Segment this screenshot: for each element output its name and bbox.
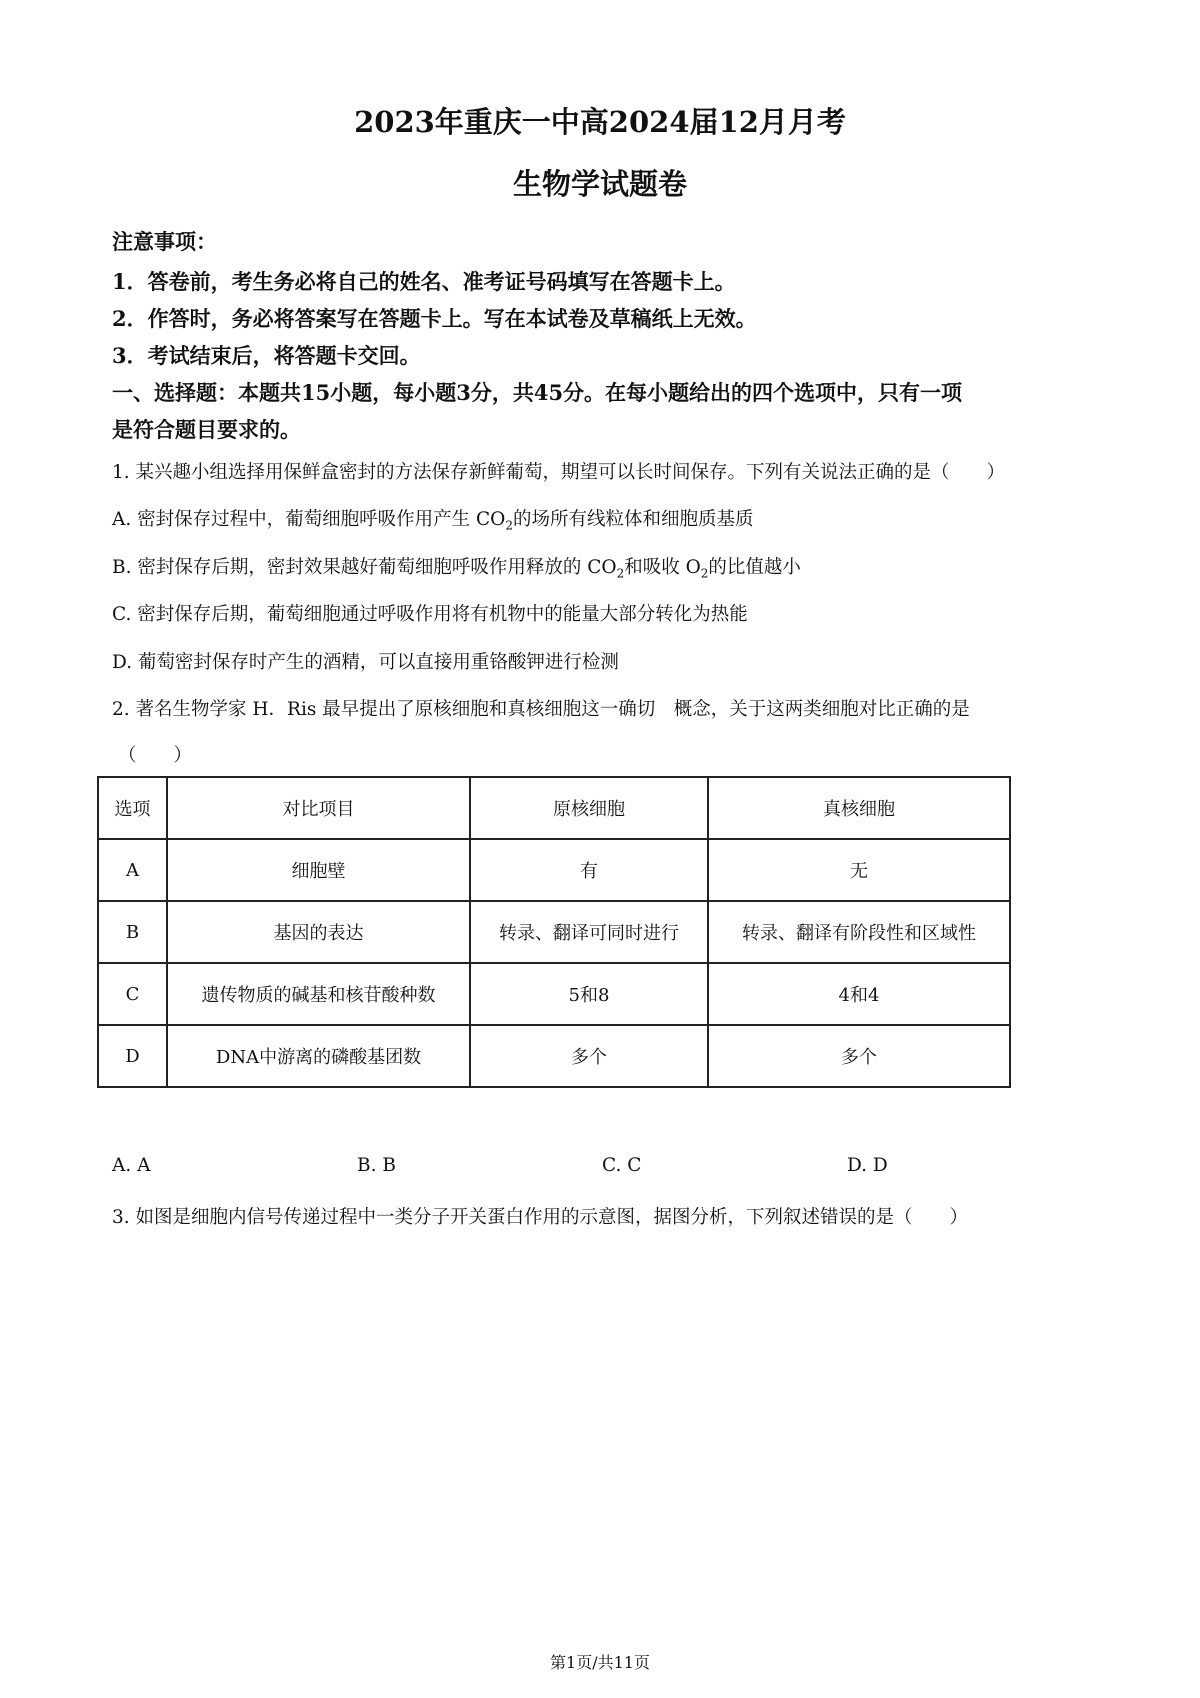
table-cell: D: [98, 1025, 167, 1087]
table-cell: 多个: [708, 1025, 1010, 1087]
note-item-3: 3．考试结束后，将答题卡交回。: [112, 343, 421, 368]
exam-title: 2023年重庆一中高2024届12月月考: [354, 105, 846, 139]
q1-option-c: C. 密封保存后期，葡萄细胞通过呼吸作用将有机物中的能量大部分转化为热能: [112, 604, 748, 625]
q1-option-a: [112, 505, 753, 533]
table-cell: C: [98, 963, 167, 1025]
notes-heading: 注意事项：: [112, 229, 217, 254]
note-item-2: 2．作答时，务必将答案写在答题卡上。写在本试卷及草稿纸上无效。: [112, 306, 757, 331]
table-row: [98, 1025, 1010, 1087]
table-header-cell: 真核细胞: [708, 777, 1010, 839]
table-cell: 转录、翻译可同时进行: [470, 901, 708, 963]
table-cell: 细胞壁: [167, 839, 470, 901]
table-cell: 转录、翻译有阶段性和区域性: [708, 901, 1010, 963]
section-heading-line2: 是符合题目要求的。: [112, 417, 301, 442]
q3-stem: 3. 如图是细胞内信号传递过程中一类分子开关蛋白作用的示意图，据图分析，下列叙述错误的是（ ）: [112, 1207, 969, 1228]
q1-option-b-pre: B. 密封保存后期，密封效果越好葡萄细胞呼吸作用释放的 CO: [112, 557, 617, 578]
comparison-table: [97, 776, 1011, 1088]
q1-option-d: D. 葡萄密封保存时产生的酒精，可以直接用重铬酸钾进行检测: [112, 652, 619, 673]
table-header-cell: 选项: [98, 777, 167, 839]
table-cell: 5和8: [470, 963, 708, 1025]
table-cell: A: [98, 839, 167, 901]
table-header-cell: 对比项目: [167, 777, 470, 839]
q1-stem: 1. 某兴趣小组选择用保鲜盒密封的方法保存新鲜葡萄，期望可以长时间保存。下列有关说法正确的是（ ）: [112, 462, 1006, 483]
table-cell: 有: [470, 839, 708, 901]
exam-subtitle: 生物学试题卷: [512, 167, 687, 201]
q1-option-a-sub: 2: [505, 518, 513, 533]
table-cell: 4和4: [708, 963, 1010, 1025]
table-header-cell: 原核细胞: [470, 777, 708, 839]
q1-option-b-mid: 和吸收 O: [624, 557, 701, 578]
q2-stem: 2. 著名生物学家 H．Ris 最早提出了原核细胞和真核细胞这一确切 概念，关于这两类细胞对比正确的是: [112, 699, 970, 720]
q2-option-c: C. C: [602, 1155, 642, 1176]
table-row: [98, 963, 1010, 1025]
table-cell: B: [98, 901, 167, 963]
q2-option-d: D. D: [847, 1155, 888, 1176]
q1-option-a-pre: A. 密封保存过程中，葡萄细胞呼吸作用产生 CO: [112, 509, 506, 530]
q1-option-b: [112, 553, 801, 581]
table-cell: 无: [708, 839, 1010, 901]
table-row: [98, 839, 1010, 901]
table-header-row: [98, 777, 1010, 839]
q1-option-b-sub1: 2: [616, 566, 625, 581]
q2-option-b: B. B: [357, 1155, 396, 1176]
table-cell: 遗传物质的碱基和核苷酸种数: [167, 963, 470, 1025]
q2-paren: （ ）: [118, 745, 193, 766]
q1-option-a-post: 的场所有线粒体和细胞质基质: [512, 509, 754, 530]
table-cell: 多个: [470, 1025, 708, 1087]
q1-option-b-post: 的比值越小: [708, 557, 801, 578]
q2-option-a: A. A: [112, 1155, 151, 1176]
note-item-1: 1．答卷前，考生务必将自己的姓名、准考证号码填写在答题卡上。: [112, 269, 736, 294]
q1-option-b-sub2: 2: [700, 566, 709, 581]
table-cell: DNA中游离的磷酸基团数: [167, 1025, 470, 1087]
table-row: [98, 901, 1010, 963]
page-number: 第1页/共11页: [550, 1653, 650, 1672]
section-heading-line1: 一、选择题：本题共15小题，每小题3分，共45分。在每小题给出的四个选项中，只有一项: [112, 380, 963, 405]
table-cell: 基因的表达: [167, 901, 470, 963]
